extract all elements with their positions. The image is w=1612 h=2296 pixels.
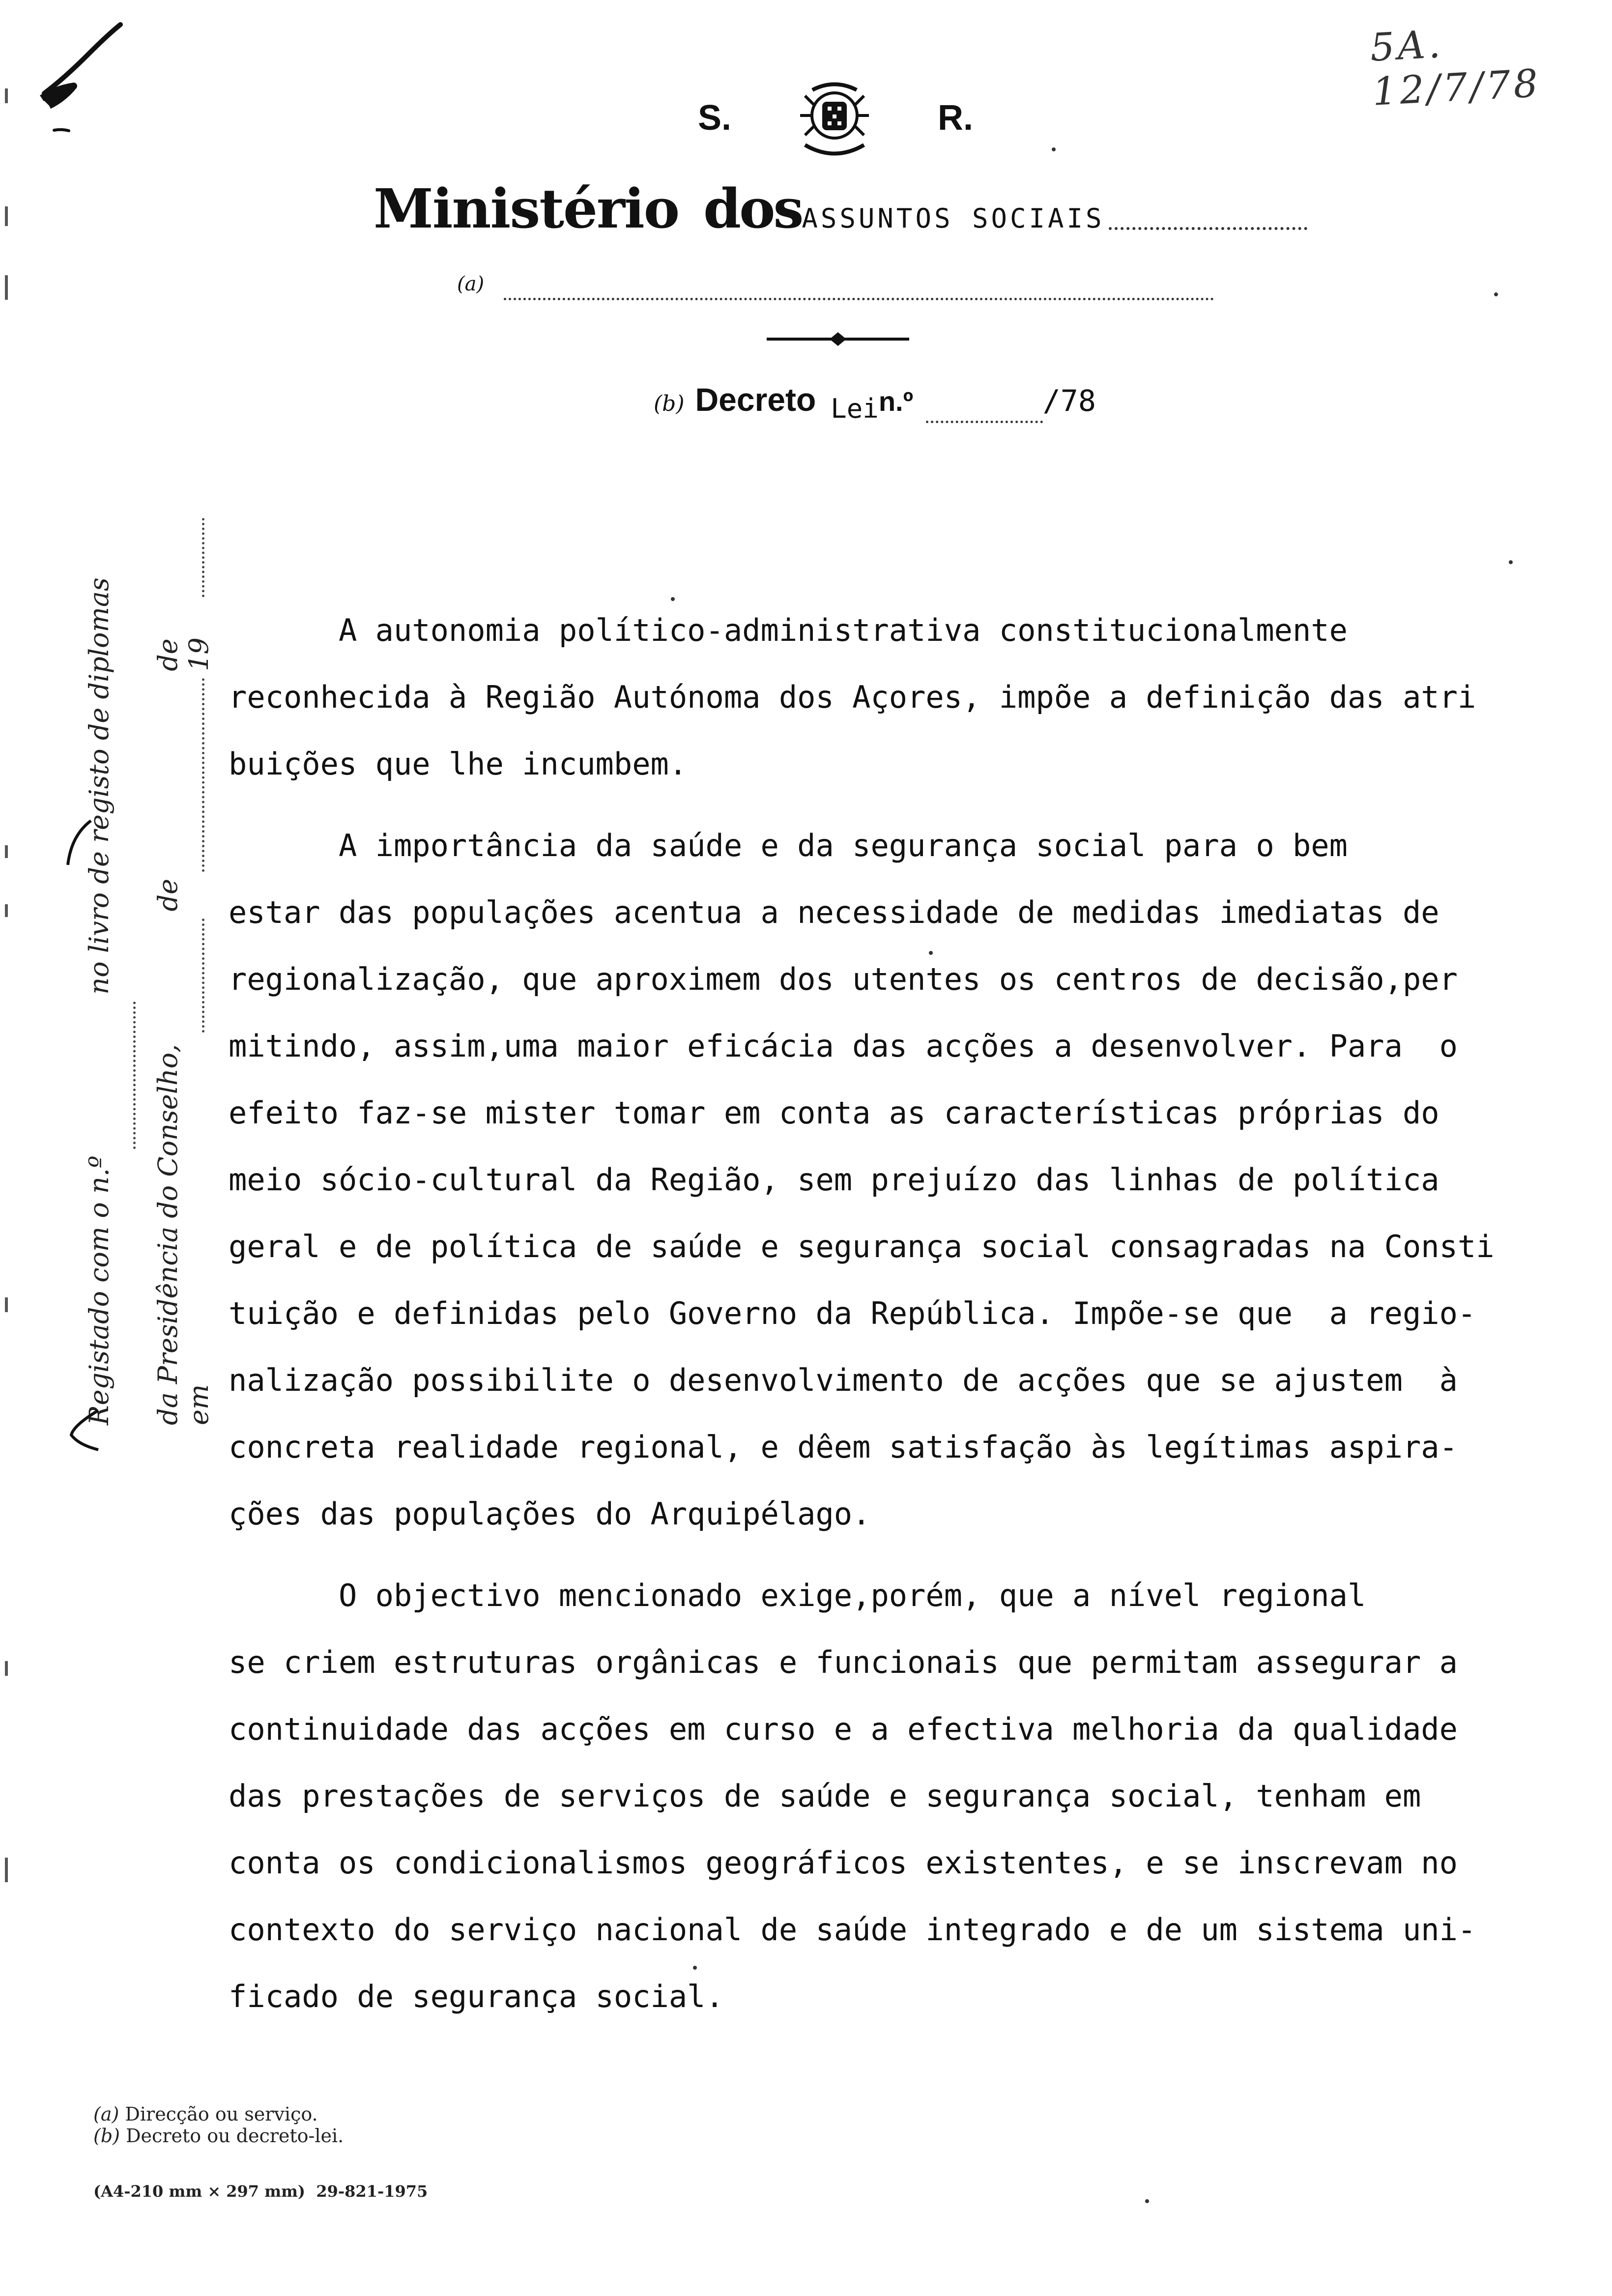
letterhead-left-letter: S. [698, 98, 732, 138]
side-registration-book-label: no livro de registo de diplomas [84, 577, 115, 995]
text-line: continuidade das acções em curso e a efectiva melhoria da qualidade [229, 1711, 1458, 1747]
side-registration-block [84, 511, 214, 1425]
direction-field-line [457, 273, 1214, 307]
side-registration-month-field [202, 678, 204, 872]
scan-edge-mark [5, 904, 8, 917]
decree-lei: Lei [831, 393, 879, 424]
scan-edge-mark [5, 1661, 8, 1676]
scan-speck [1145, 2199, 1149, 2203]
scan-speck [1494, 292, 1498, 296]
text-line: O objectivo mencionado exige,porém, que a nível regional [229, 1578, 1366, 1613]
ministry-article: dos [703, 177, 802, 240]
scan-edge-mark [5, 88, 8, 103]
scan-edge-mark [5, 1858, 8, 1882]
scan-speck [929, 951, 933, 955]
bracket-mark [59, 816, 103, 870]
footnotes [93, 2103, 344, 2147]
text-line: concreta realidade regional, e dêem satisfação às legítimas aspira- [229, 1429, 1458, 1465]
text-line: nalização possibilite o desenvolvimento de acções que se ajustem à [229, 1362, 1458, 1398]
footnote-a-text: Direcção ou serviço. [125, 2103, 318, 2125]
text-line: A autonomia político-administrativa constitucionalmente [229, 612, 1348, 648]
text-line: contexto do serviço nacional de saúde integrado e de um sistema uni- [229, 1912, 1476, 1948]
scan-speck [671, 597, 675, 601]
side-registration-row-1 [84, 511, 143, 1425]
direction-field-label: (a) [457, 273, 485, 295]
direction-dotted-line [504, 298, 1214, 300]
ministry-line [374, 177, 1307, 241]
scan-edge-mark [5, 206, 8, 226]
bracket-mark [64, 1406, 108, 1455]
side-registration-year-label: de 19 [152, 637, 214, 671]
text-line: buições que lhe incumbem. [229, 746, 688, 782]
side-registration-number-field [133, 1002, 136, 1149]
text-line: estar das populações acentua a necessidade de medidas imediatas de [229, 894, 1439, 930]
scan-edge-mark [5, 275, 8, 300]
scan-speck [1052, 147, 1056, 151]
preamble-paragraph [229, 1562, 1580, 2030]
footnote-b-text: Decreto ou decreto-lei. [126, 2125, 344, 2147]
print-form-info: (A4-210 mm × 297 mm) 29-821-1975 [93, 2182, 428, 2201]
side-registration-number-label: Registado com o n.º [84, 1155, 115, 1425]
text-line: ficado de segurança social. [229, 1979, 724, 2014]
side-registration-row-2 [152, 511, 214, 1425]
decree-number-dotted-line [926, 421, 1043, 423]
side-registration-year-field [202, 518, 204, 597]
text-line: efeito faz-se mister tomar em conta as características próprias do [229, 1095, 1439, 1131]
text-line: reconhecida à Região Autónoma dos Açores, impõe a definição das atri [229, 679, 1476, 715]
footnote-b-marker: (b) [93, 2125, 120, 2147]
decree-label: Decreto [695, 381, 816, 418]
text-line: A importância da saúde e da segurança social para o bem [229, 828, 1348, 863]
footnote-b [93, 2125, 344, 2147]
scan-edge-mark [5, 845, 8, 858]
side-registration-month-label: de [152, 878, 183, 912]
decree-year: /78 [1042, 384, 1096, 418]
decree-number-label: n.º [878, 386, 914, 417]
text-line: ções das populações do Arquipélago. [229, 1496, 871, 1532]
decree-number-line [654, 381, 1096, 435]
text-line: se criem estruturas orgânicas e funcionais que permitam assegurar a [229, 1644, 1458, 1680]
ornamental-divider [767, 324, 909, 354]
text-line: meio sócio-cultural da Região, sem prejuízo das linhas de política [229, 1162, 1439, 1198]
handwritten-date: 5A. 12/7/78 [1369, 22, 1542, 115]
text-line: mitindo, assim,uma maior eficácia das acções a desenvolver. Para o [229, 1028, 1458, 1064]
letterhead-right-letter: R. [938, 98, 973, 138]
decree-marker: (b) [654, 391, 685, 416]
side-registration-presidency-label: da Presidência do Conselho, em [152, 1044, 214, 1425]
text-line: tuição e definidas pelo Governo da República. Impõe-se que a regio- [229, 1295, 1476, 1331]
preamble-paragraph [229, 812, 1580, 1548]
decree-preamble [229, 597, 1580, 2030]
text-line: regionalização, que aproximem dos utentes os centros de decisão,per [229, 961, 1458, 997]
preamble-paragraph [229, 597, 1580, 798]
ministry-prefix: Ministério [374, 177, 679, 240]
scan-speck [693, 1966, 697, 1970]
coat-of-arms-icon [785, 76, 884, 160]
footnote-a [93, 2103, 344, 2125]
ministry-dotted-line [1109, 227, 1307, 230]
ministry-name: ASSUNTOS SOCIAIS [802, 203, 1105, 234]
scan-edge-mark [5, 1297, 8, 1312]
letterhead-emblem-row [698, 74, 973, 162]
ink-scribble [34, 20, 128, 138]
text-line: geral e de política de saúde e segurança social consagradas na Consti [229, 1229, 1495, 1264]
text-line: das prestações de serviços de saúde e segurança social, tenham em [229, 1778, 1421, 1814]
text-line: conta os condicionalismos geográficos existentes, e se inscrevam no [229, 1845, 1458, 1881]
footnote-a-marker: (a) [93, 2103, 119, 2125]
scan-speck [1509, 560, 1513, 564]
side-registration-day-field [202, 918, 204, 1033]
